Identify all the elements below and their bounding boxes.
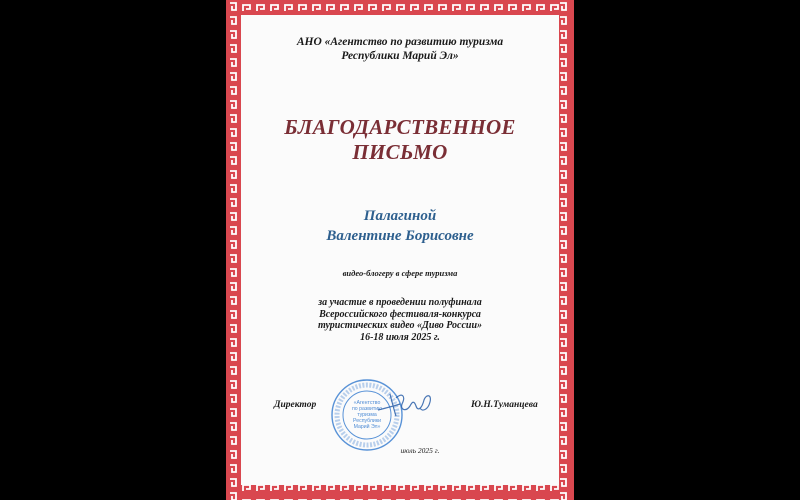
reason-line-2: Всероссийского фестиваля-конкурса [319, 308, 481, 320]
award-reason [226, 297, 574, 343]
signatory-name: Ю.Н.Туманцева [471, 400, 538, 410]
recipient-surname: Палагиной [363, 208, 437, 224]
handwritten-signature-icon [376, 388, 436, 420]
organization-line-2: Республики Марий Эл» [341, 50, 459, 62]
svg-text:Республики: Республики [352, 418, 382, 424]
title-line-2: ПИСЬМО [352, 140, 448, 164]
organization-name [226, 35, 574, 63]
signatory-position: Директор [274, 400, 317, 410]
reason-line-3: туристических видео «Диво России» [317, 320, 483, 331]
certificate-page [226, 0, 574, 500]
recipient-name [226, 206, 574, 246]
svg-text:«Агентство: «Агентство [353, 400, 381, 406]
recipient-given-names: Валентине Борисовне [326, 228, 474, 244]
document-title [226, 115, 574, 165]
organization-line-1: АНО «Агентство по развитию туризма [296, 36, 504, 48]
svg-text:туризма: туризма [357, 412, 377, 418]
issue-date: июль 2025 г. [400, 446, 440, 455]
reason-line-1: за участие в проведении полуфинала [318, 297, 482, 308]
recipient-role: видео-блогеру в сфере туризма [342, 268, 458, 278]
svg-text:по развитию: по развитию [351, 406, 383, 412]
reason-dates: 16-18 июля 2025 г. [360, 331, 440, 343]
title-line-1: БЛАГОДАРСТВЕННОЕ [284, 115, 516, 139]
svg-text:Марий Эл»: Марий Эл» [353, 424, 381, 430]
